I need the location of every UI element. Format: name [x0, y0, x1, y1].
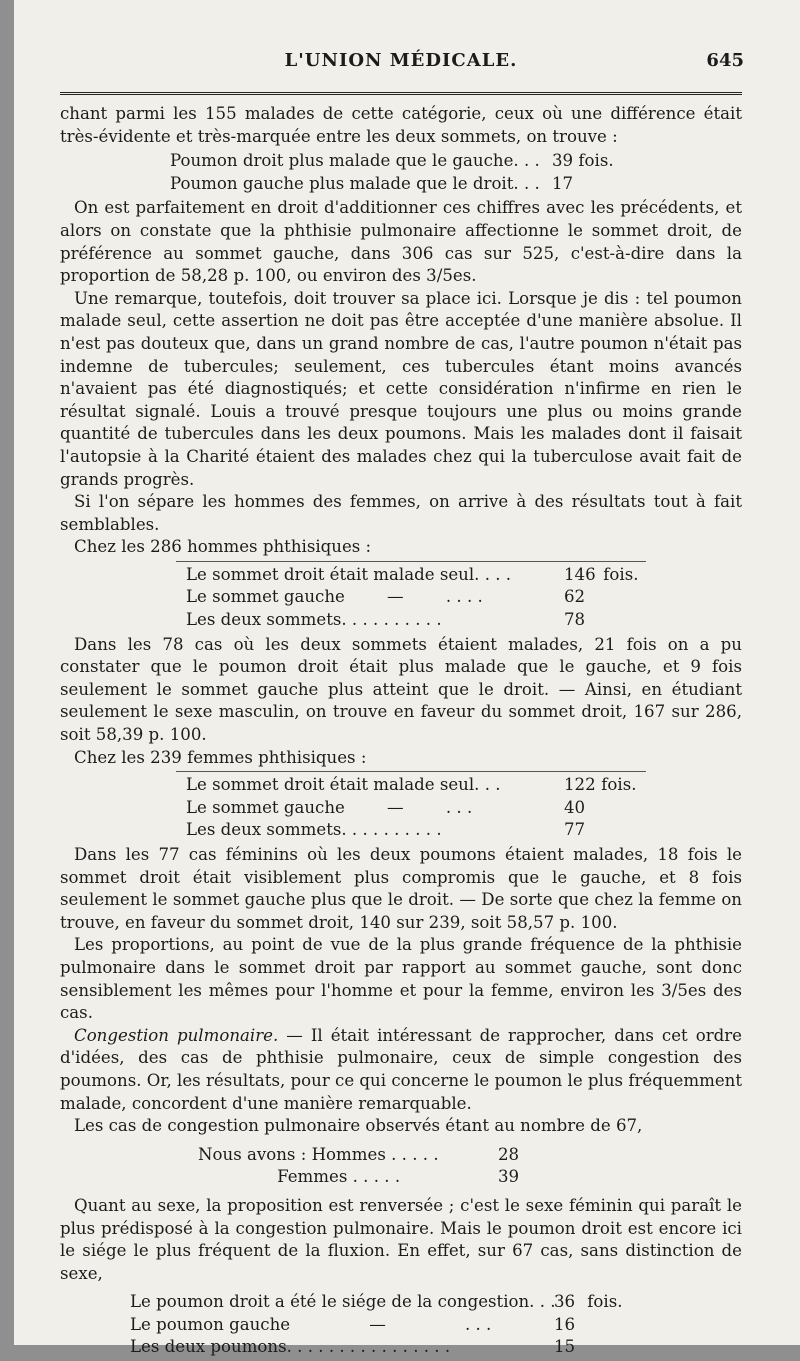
- table-congestion: [60, 1291, 742, 1359]
- table-row: [60, 1144, 742, 1167]
- row-label: Le poumon gauche — . . .: [130, 1314, 492, 1334]
- men-intro: Chez les 286 hommes phthisiques :: [74, 537, 372, 557]
- row-value: 122: [564, 775, 596, 795]
- row-label: Le poumon droit a été le siége de la congestion. . .: [130, 1292, 556, 1312]
- row-label: Le sommet droit était malade seul. . .: [186, 775, 501, 795]
- row-value: 146: [564, 564, 596, 584]
- table-row: [60, 819, 742, 842]
- page: [14, 0, 800, 1357]
- table-row: [60, 1166, 742, 1189]
- row-unit: fois.: [582, 1292, 623, 1312]
- running-title: L'UNION MÉDICALE.: [284, 50, 518, 71]
- paragraph-8: [60, 1025, 742, 1115]
- table-rule: [176, 771, 646, 772]
- paragraph-10: Quant au sexe, la proposition est renversée ; c'est le sexe féminin qui paraît le plus prédisposé à la congestion pulmonaire. Mais le poumon droit est encore ici le siége le plus fréquent de la fluxion. En effet, sur 67 cas, sans distinction de sexe,: [60, 1195, 742, 1283]
- row-label: Les deux sommets. . . . . . . . . .: [186, 610, 442, 630]
- paragraph-1: chant parmi les 155 malades de cette catégorie, ceux où une différence était très-évidente et très-marquée entre les deux sommets, on trouve :: [60, 104, 742, 146]
- table-women: [60, 774, 742, 842]
- paragraph-2: On est parfaitement en droit d'additionner ces chiffres avec les précédents, et alors on constate que la phthisie pulmonaire affectionne le sommet droit, de préférence au sommet gauche, dans 306 cas sur 525, c'est-à-dire dans la proportion de 58,28 p. 100, ou environ des 3/5es.: [60, 198, 742, 286]
- row-value: 16: [554, 1314, 576, 1334]
- row-value: 15: [554, 1337, 576, 1357]
- row-label: Poumon droit plus malade que le gauche. . .: [170, 151, 540, 171]
- women-intro: Chez les 239 femmes phthisiques :: [74, 747, 367, 767]
- row-label: Poumon gauche plus malade que le droit. . .: [170, 173, 540, 193]
- table-row: [60, 564, 742, 587]
- row-label: Nous avons : Hommes . . . . .: [198, 1144, 439, 1164]
- row-unit: fois.: [598, 564, 639, 584]
- running-head: [60, 44, 742, 70]
- paragraph-7: Les proportions, au point de vue de la plus grande fréquence de la phthisie pulmonaire dans le sommet droit par rapport au sommet gauche, sont donc sensiblement les mêmes pour l'homme et pour la femme, environ les 3/5es des cas.: [60, 935, 742, 1023]
- paragraph-6: Dans les 77 cas féminins où les deux poumons étaient malades, 18 fois le sommet droit était visiblement plus compromis que le gauche, et 8 fois seulement le sommet gauche plus que le droit. — De sorte que chez la femme on trouve, en faveur du sommet droit, 140 sur 239, soit 58,57 p. 100.: [60, 845, 742, 932]
- row-label: Le sommet gauche — . . . .: [186, 587, 483, 607]
- table-row: [60, 797, 742, 820]
- row-unit: fois.: [596, 775, 637, 795]
- row-value: 62: [564, 587, 586, 607]
- row-label: Le sommet droit était malade seul. . . .: [186, 564, 512, 584]
- table-row: [60, 1314, 742, 1337]
- row-value: 77: [564, 820, 586, 840]
- row-label: Les deux poumons. . . . . . . . . . . . . . . .: [130, 1337, 451, 1357]
- row-label: Femmes . . . . .: [198, 1167, 401, 1187]
- table-rule: [176, 561, 646, 562]
- row-value: 39: [552, 151, 574, 171]
- table-row: [60, 1336, 742, 1359]
- section-heading: Congestion pulmonaire.: [74, 1025, 279, 1045]
- paragraph-3: Une remarque, toutefois, doit trouver sa place ici. Lorsque je dis : tel poumon malade seul, cette assertion ne doit pas être acceptée d'une manière absolue. Il n'est pas douteux que, dans un grand nombre de cas, l'autre poumon n'était pas indemne de tubercules; seulement, ces tubercules étant moins avancés n'avaient pas été diagnostiqués; et cette considération n'infirme en rien le résultat signalé. Louis a trouvé presque toujours une plus ou moins grande quantité de tubercules dans les deux poumons. Mais les malades dont il faisait l'autopsie à la Charité étaient des malades chez qui la tuberculose avait fait de grands progrès.: [60, 288, 742, 489]
- table-row: [60, 774, 742, 797]
- table-lung-comparison: [60, 150, 742, 195]
- table-sex: [60, 1144, 742, 1189]
- paragraph-4: Si l'on sépare les hommes des femmes, on arrive à des résultats tout à fait semblables.: [60, 492, 742, 534]
- table-row: [60, 173, 742, 196]
- row-label: Les deux sommets. . . . . . . . . .: [186, 820, 442, 840]
- table-row: [60, 1291, 742, 1314]
- paragraph-8-text: — Il était intéressant de rapprocher, dans cet ordre d'idées, des cas de phthisie pulmonaire, ceux de simple congestion des poumons. Or, les résultats, pour ce qui concerne le poumon le plus fréquemment malade, concordent d'une manière remarquable.: [60, 1025, 743, 1113]
- table-row: [60, 150, 742, 173]
- paragraph-5: Dans les 78 cas où les deux sommets étaient malades, 21 fois on a pu constater que le poumon droit était plus malade que le gauche, et 9 fois seulement le sommet gauche plus atteint que le droit. — Ainsi, en étudiant seulement le sexe masculin, on trouve en faveur du sommet droit, 167 sur 286, soit 58,39 p. 100.: [60, 634, 742, 745]
- page-content: [60, 44, 742, 1361]
- row-value: 28: [498, 1144, 520, 1164]
- paragraph-9: Les cas de congestion pulmonaire observés étant au nombre de 67,: [74, 1116, 643, 1136]
- row-label: Le sommet gauche — . . .: [186, 797, 473, 817]
- row-value: 17: [552, 173, 574, 193]
- row-value: 39: [498, 1167, 520, 1187]
- row-unit: fois.: [573, 151, 614, 171]
- table-men: [60, 564, 742, 632]
- header-rule: [60, 92, 742, 97]
- row-value: 78: [564, 610, 586, 630]
- page-number: 645: [706, 50, 744, 71]
- table-row: [60, 586, 742, 609]
- row-value: 36: [554, 1292, 576, 1312]
- table-row: [60, 609, 742, 632]
- row-value: 40: [564, 797, 586, 817]
